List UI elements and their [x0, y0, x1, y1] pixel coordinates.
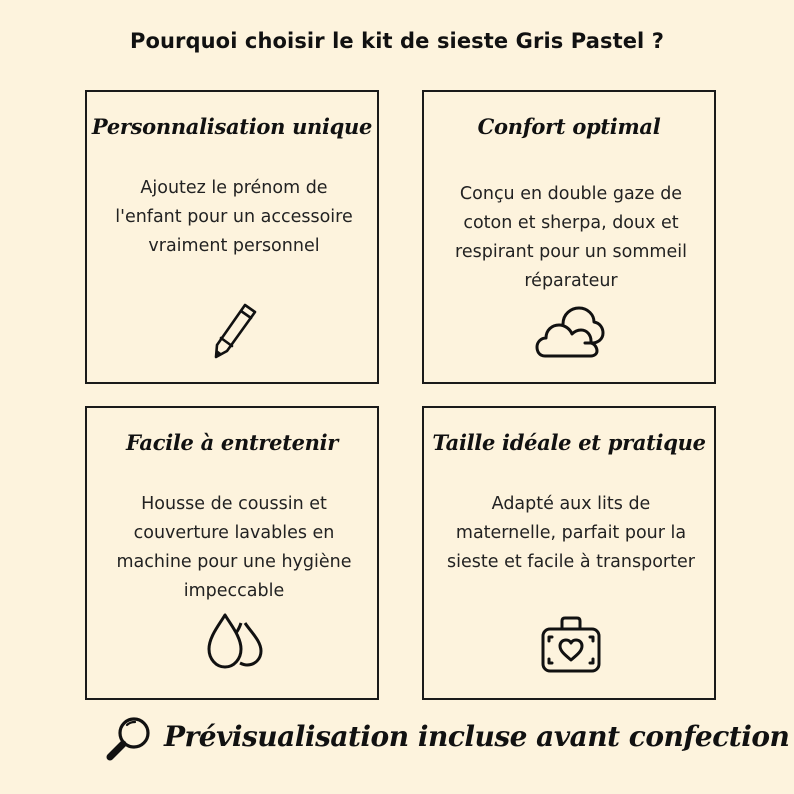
card-description	[434, 180, 708, 296]
card-text-line: maternelle, parfait pour la	[455, 523, 687, 543]
card-text-line: sieste et facile à transporter	[447, 552, 695, 572]
water-drops-icon	[205, 611, 265, 671]
card-text-line: impeccable	[183, 581, 285, 601]
card-text-line: machine pour une hygiène	[116, 552, 352, 572]
suitcase-heart-icon	[540, 615, 602, 675]
card-text-line: Adapté aux lits de	[491, 494, 651, 514]
pencil-icon	[212, 301, 260, 361]
card-description	[97, 174, 371, 261]
card-text-line: couverture lavables en	[133, 523, 335, 543]
card-text-line: vraiment personnel	[148, 236, 320, 256]
card-text-line: Conçu en double gaze de	[459, 184, 683, 204]
cloud-icon	[535, 304, 605, 362]
card-title: Personnalisation unique	[91, 114, 373, 139]
card-description	[97, 490, 371, 606]
page-title: Pourquoi choisir le kit de sieste Gris Pastel ?	[129, 29, 665, 53]
card-text-line: respirant pour un sommeil	[455, 242, 687, 262]
footer-banner	[104, 712, 790, 768]
card-description	[434, 490, 708, 577]
card-title: Taille idéale et pratique	[432, 430, 706, 455]
card-title: Facile à entretenir	[125, 430, 339, 455]
card-text-line: Ajoutez le prénom de	[140, 178, 328, 198]
magnifier-icon	[104, 714, 154, 764]
footer-text: Prévisualisation incluse avant confection	[164, 720, 790, 753]
card-text-line: l'enfant pour un accessoire	[115, 207, 353, 227]
card-text-line: Housse de coussin et	[141, 494, 327, 514]
card-taille	[422, 406, 716, 700]
card-personnalisation	[85, 90, 379, 384]
card-text-line: coton et sherpa, doux et	[463, 213, 679, 233]
card-text-line: réparateur	[524, 271, 618, 291]
card-entretien	[85, 406, 379, 700]
card-confort	[422, 90, 716, 384]
card-title: Confort optimal	[477, 114, 661, 139]
